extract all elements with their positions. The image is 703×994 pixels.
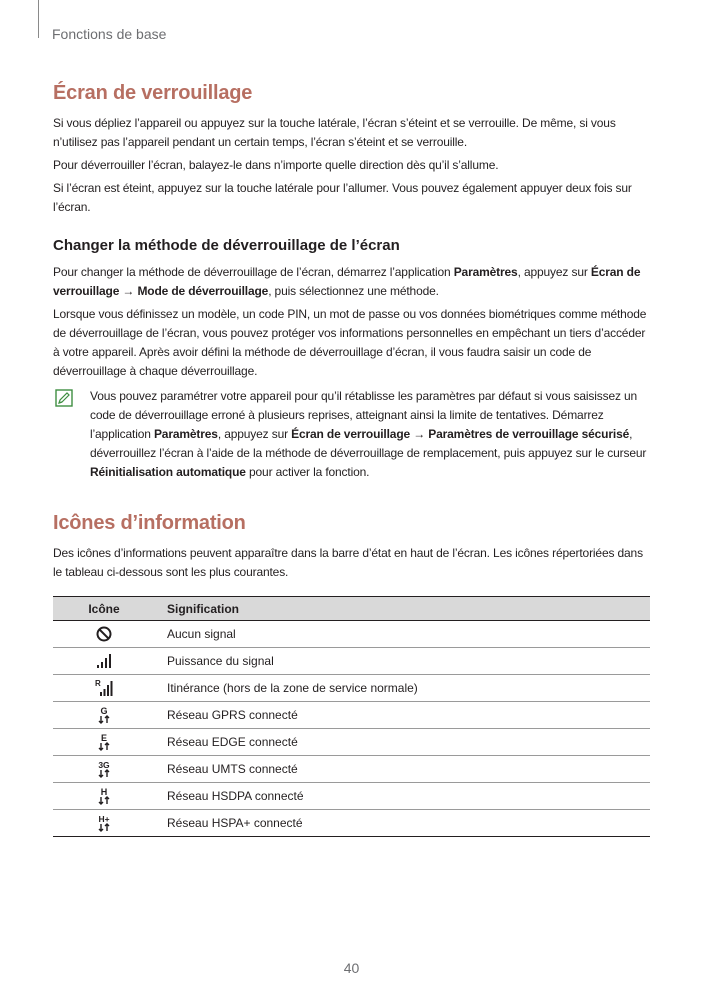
column-header-meaning: Signification xyxy=(155,597,650,621)
svg-text:E: E xyxy=(100,733,108,743)
svg-text:3G: 3G xyxy=(98,760,110,770)
table-row xyxy=(53,702,650,729)
paragraph: Lorsque vous définissez un modèle, un code PIN, un mot de passe ou vos données biométriques comme méthode de déverrouillage de l’écran, vous pouvez protéger vos informations personnelles en empêchant un tiers d’accéder à votre appareil. Après avoir défini la méthode de déverrouillage d’écran, il vous faudra saisir un code de déverrouillage à chaque déverrouillage. xyxy=(53,307,647,378)
meaning-cell: Puissance du signal xyxy=(155,648,650,675)
note-pencil-icon xyxy=(55,389,73,407)
roaming-icon xyxy=(95,679,113,697)
paragraph: Pour changer la méthode de déverrouillage de l’écran, démarrez l’application Paramètres, appuyez sur Écran de verrouillage → Mode de déverrouillage, puis sélectionnez une méthode. xyxy=(53,265,641,298)
no-signal-icon xyxy=(96,626,112,642)
svg-text:G: G xyxy=(100,706,108,716)
svg-text:R: R xyxy=(95,679,101,688)
svg-text:H: H xyxy=(100,787,108,797)
table-row xyxy=(53,648,650,675)
icon-table xyxy=(53,596,650,837)
table-row xyxy=(53,783,650,810)
page-number: 40 xyxy=(343,960,360,976)
table-row xyxy=(53,756,650,783)
meaning-cell: Réseau HSPA+ connecté xyxy=(155,810,650,837)
subsection-title: Changer la méthode de déverrouillage de l’écran xyxy=(53,237,400,254)
edge-icon xyxy=(95,733,113,751)
table-row xyxy=(53,729,650,756)
meaning-cell: Réseau UMTS connecté xyxy=(155,756,650,783)
meaning-cell: Réseau GPRS connecté xyxy=(155,702,650,729)
umts-icon xyxy=(95,760,113,778)
meaning-cell: Réseau HSDPA connecté xyxy=(155,783,650,810)
svg-text:H+: H+ xyxy=(98,814,110,824)
table-row xyxy=(53,621,650,648)
hspa-plus-icon xyxy=(95,814,113,832)
page-header: Fonctions de base xyxy=(52,26,167,42)
page-content xyxy=(53,82,650,837)
table-row xyxy=(53,810,650,837)
column-header-icon: Icône xyxy=(53,597,155,621)
meaning-cell: Réseau EDGE connecté xyxy=(155,729,650,756)
section-title-info-icons: Icônes d’information xyxy=(53,512,246,534)
meaning-cell: Aucun signal xyxy=(155,621,650,648)
hsdpa-icon xyxy=(95,787,113,805)
paragraph: Si vous dépliez l’appareil ou appuyez sur la touche latérale, l’écran s’éteint et se verrouille. De même, si vous n’utilisez pas l’appareil pendant un certain temps, l’écran s’éteint et se verrouille. xyxy=(53,116,616,149)
table-row xyxy=(53,675,650,702)
header-rule xyxy=(38,0,39,38)
paragraph: Des icônes d’informations peuvent apparaître dans la barre d’état en haut de l’écran. Les icônes répertoriées dans le tableau ci-dessous sont les plus courantes. xyxy=(53,546,643,579)
paragraph: Pour déverrouiller l’écran, balayez-le dans n’importe quelle direction dès qu’il s’allume. xyxy=(53,158,499,172)
table-header-row xyxy=(53,597,650,621)
signal-strength-icon xyxy=(96,653,112,669)
section-title-lock-screen: Écran de verrouillage xyxy=(53,82,253,104)
meaning-cell: Itinérance (hors de la zone de service normale) xyxy=(155,675,650,702)
paragraph: Si l’écran est éteint, appuyez sur la touche latérale pour l’allumer. Vous pouvez également appuyer deux fois sur l’écran. xyxy=(53,181,632,214)
gprs-icon xyxy=(95,706,113,724)
note-text: Vous pouvez paramétrer votre appareil pour qu’il rétablisse les paramètres par défaut si vous saisissez un code de déverrouillage erroné à plusieurs reprises, atteignant ainsi la limite de tentatives. Démarrez l’application Paramètres, appuyez sur Écran de verrouillage → Paramètres de verrouillage sécurisé, déverrouillez l’écran à l’aide de la méthode de déverrouillage de remplacement, puis appuyez sur le curseur Réinitialisation automatique pour activer la fonction. xyxy=(90,389,647,479)
note-box xyxy=(53,387,650,482)
